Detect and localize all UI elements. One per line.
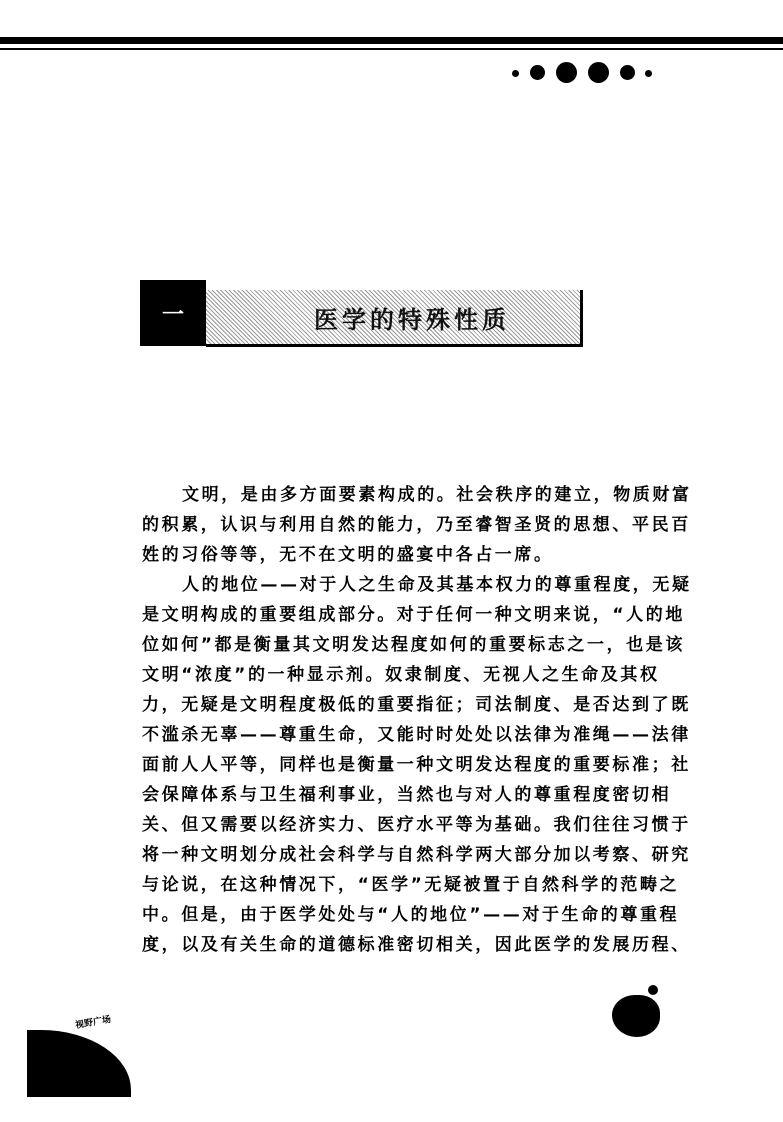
text-line: 将一种文明划分成社会科学与自然科学两大部分加以考察、研究: [142, 845, 691, 865]
dot-icon: [530, 65, 545, 80]
text-line: 与论说，在这种情况下，“医学”无疑被置于自然科学的范畴之: [142, 875, 680, 895]
paragraph: [142, 570, 692, 960]
header-rule-thin: [0, 48, 783, 50]
text-line: 位如何”都是衡量其文明发达程度如何的重要标志之一，也是该: [142, 635, 685, 655]
text-line: 是文明构成的重要组成部分。对于任何一种文明来说，“人的地: [142, 605, 685, 625]
chapter-title-bar: [206, 290, 583, 347]
text-line: 中。但是，由于医学处处与“人的地位”——对于生命的尊重程: [142, 905, 680, 925]
text-line: 会保障体系与卫生福利事业，当然也与对人的尊重程度密切相: [142, 785, 672, 805]
body-text: [142, 480, 692, 960]
text-line: 文明，是由多方面要素构成的。社会秩序的建立，物质财富: [182, 485, 692, 505]
text-line: 姓的习俗等等，无不在文明的盛宴中各占一席。: [142, 545, 554, 565]
text-line: 的积累，认识与利用自然的能力，乃至睿智圣贤的思想、平民百: [142, 515, 691, 535]
dot-icon: [512, 70, 519, 77]
text-line: 面前人人平等，同样也是衡量一种文明发达程度的重要标准；社: [142, 755, 691, 775]
dot-icon: [620, 65, 635, 80]
footer-ornament: [612, 995, 660, 1037]
chapter-number: 一: [140, 280, 206, 346]
dot-icon: [588, 62, 609, 83]
text-line: 度，以及有关生命的道德标准密切相关，因此医学的发展历程、: [142, 935, 691, 955]
header-rule-thick: [0, 37, 783, 44]
footer-logo-text: 视野广场: [74, 1014, 112, 1032]
dot-icon: [556, 62, 577, 83]
footer-logo-shape: [27, 1030, 131, 1097]
text-line: 人的地位——对于人之生命及其基本权力的尊重程度，无疑: [182, 575, 692, 595]
text-line: 力，无疑是文明程度极低的重要指征；司法制度、是否达到了既: [142, 695, 691, 715]
text-line: 文明“浓度”的一种显示剂。奴隶制度、无视人之生命及其权: [142, 665, 660, 685]
paragraph: [142, 480, 692, 570]
text-line: 关、但又需要以经济实力、医疗水平等为基础。我们往往习惯于: [142, 815, 691, 835]
chapter-title: 医学的特殊性质: [314, 305, 510, 334]
text-line: 不滥杀无辜——尊重生命，又能时时处处以法律为准绳——法律: [142, 725, 691, 745]
footer-ornament-tip: [648, 985, 658, 995]
dot-icon: [645, 70, 652, 77]
